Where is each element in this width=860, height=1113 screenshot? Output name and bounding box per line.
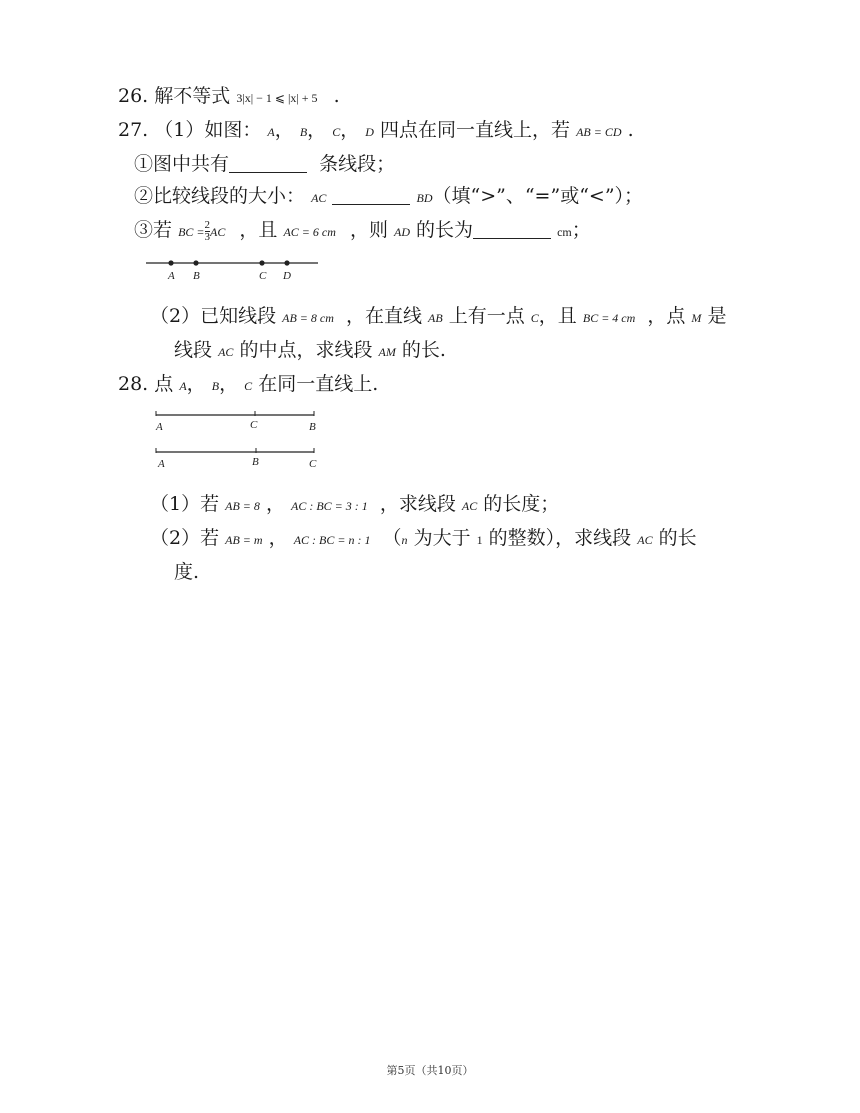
point-label: B [252,456,259,468]
q26-inequality: 3|x| − 1 ⩽ |x| + 5 [236,91,318,105]
point-label: B [193,270,200,282]
q28-part2-line1: （2）若 AB = m ， AC : BC = n : 1 （n 为大于 1 的整数），求线段 AC 的长 [150,527,697,549]
point-label: A [168,270,175,282]
q28-part2-line2: 度. [174,561,200,583]
q27-condition: AB = CD [576,125,622,139]
point-b [193,260,198,265]
q26-number: 26. [118,85,149,107]
point-label: B [309,421,316,433]
q28-figure-2 [150,445,325,471]
q27-line-figure [140,252,330,284]
q28-part1: （1）若 AB = 8 ， AC : BC = 3 : 1 ，求线段 AC 的长度； [150,493,560,515]
answer-blank [229,154,307,173]
answer-blank [332,186,410,205]
point-c [259,260,264,265]
q27-part2-line2: 线段 AC 的中点，求线段 AM 的长. [174,339,446,361]
q27-item3: ③若 BC = $\frac{2}{3}$ AC ，且 AC = 6 cm ，则 AD 的长为 cm； [134,218,591,243]
q28-line: 28. 点 A， B， C 在同一直线上. [118,373,379,395]
point-label: C [309,458,317,470]
point-d [284,260,289,265]
q27-part1-line: 27. （1）如图： A， B， C， D 四点在同一直线上，若 AB = CD . [118,119,634,141]
point-label: A [158,458,165,470]
page-footer: 第5页（共10页） [386,1064,474,1077]
q28-figure-1 [150,408,325,434]
answer-blank [473,220,551,239]
point-label: C [259,270,267,282]
q26-line: 26. 解不等式 3|x| − 1 ⩽ |x| + 5 . [118,85,340,107]
fraction: $\frac{2}{3}$ [204,218,210,243]
q27-item2: ②比较线段的大小： AC BD（填“>”、“=”或“<”）； [134,185,644,207]
q28-number: 28. [118,373,149,395]
point-label: A [156,421,163,433]
point-a [168,260,173,265]
q27-number: 27. [118,119,149,141]
point-label: D [283,270,291,282]
q27-item1: ①图中共有 条线段； [134,153,396,175]
q27-part2-line1: （2）已知线段 AB = 8 cm ，在直线 AB 上有一点 C，且 BC = 4 cm ，点 M 是 [150,305,727,327]
point-label: C [250,419,258,431]
